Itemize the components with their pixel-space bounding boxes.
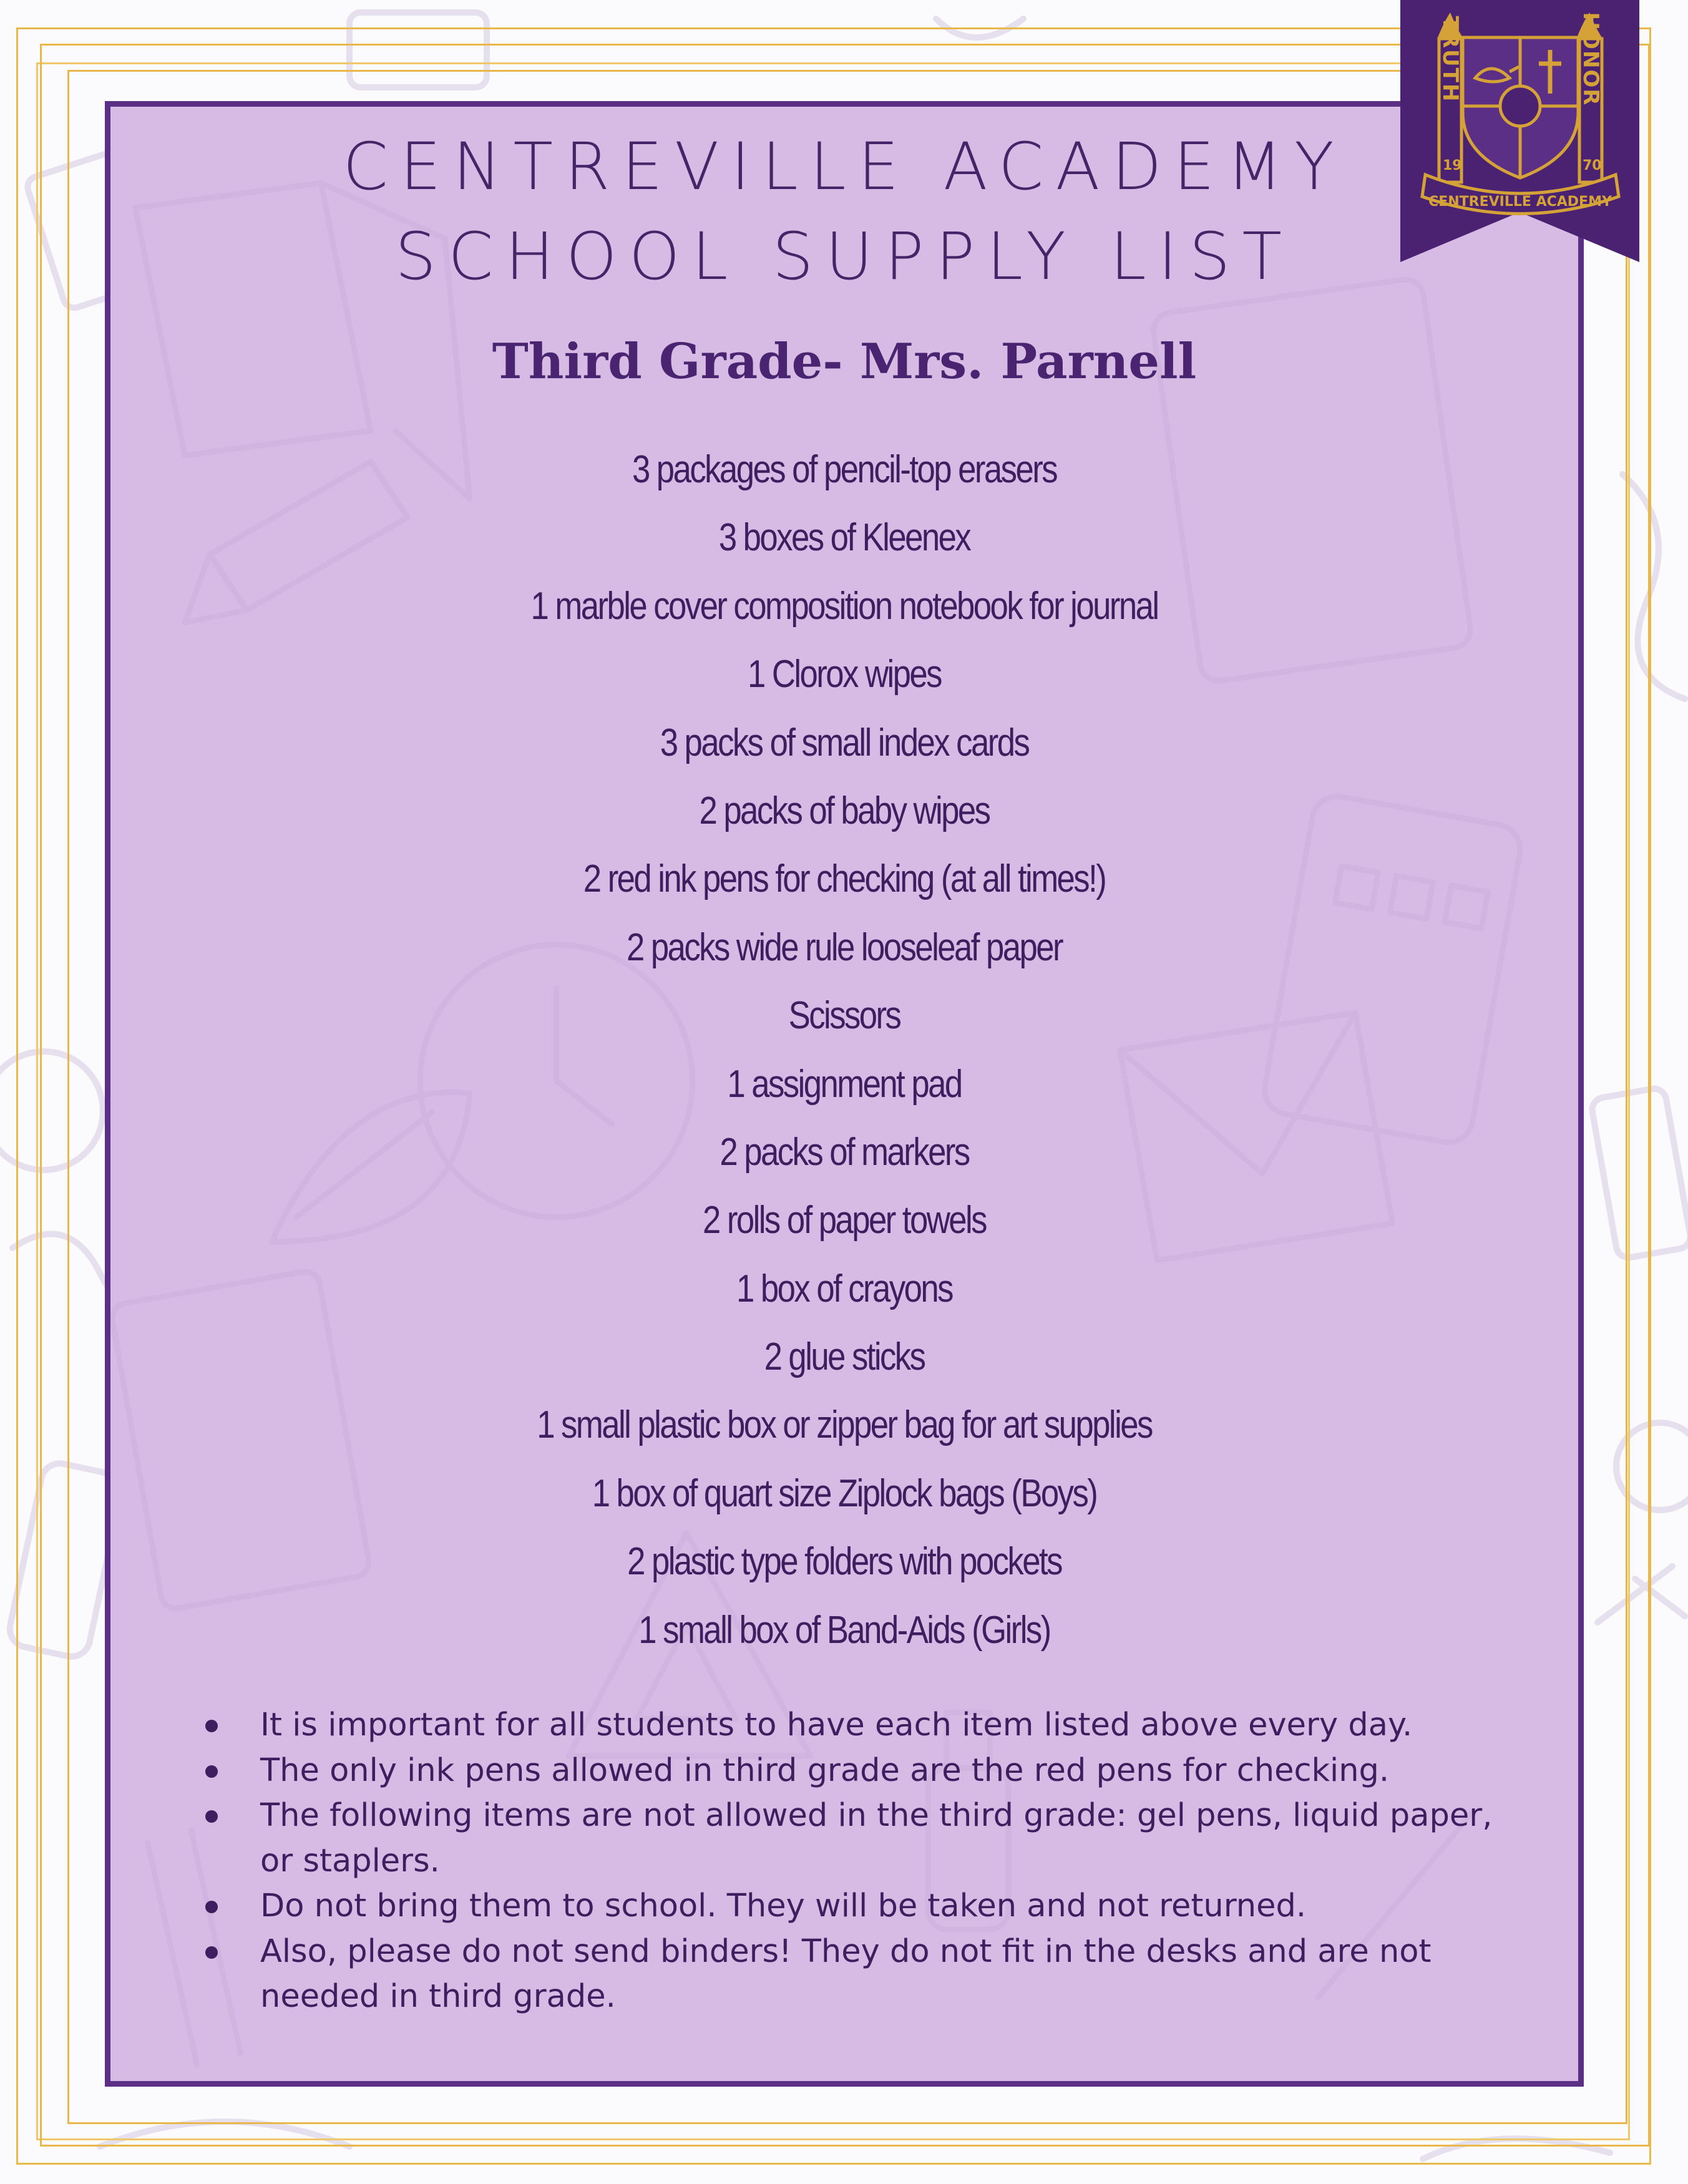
bullet-icon bbox=[205, 1720, 218, 1732]
supply-item: 1 small plastic box or zipper bag for art supplies bbox=[537, 1403, 1152, 1447]
supply-item: 3 packs of small index cards bbox=[660, 721, 1029, 764]
supply-item: 2 red ink pens for checking (at all times!) bbox=[583, 857, 1106, 901]
grade-teacher-subtitle: Third Grade- Mrs. Parnell bbox=[492, 333, 1197, 390]
supply-item: 1 small box of Band-Aids (Girls) bbox=[638, 1608, 1050, 1652]
note-text: Also, please do not send binders! They do not fit in the desks and are not needed in third grade. bbox=[260, 1933, 1432, 2015]
school-crest-ribbon bbox=[1400, 0, 1639, 262]
note-text: The following items are not allowed in the third grade: gel pens, liquid paper, or staplers. bbox=[260, 1797, 1493, 1879]
supply-item: 2 glue sticks bbox=[764, 1335, 925, 1379]
note-item bbox=[188, 1703, 1511, 1748]
crest-motto-left: TRUTH bbox=[1438, 16, 1463, 103]
note-text: Do not bring them to school. They will be taken and not returned. bbox=[260, 1888, 1307, 1924]
notes-list bbox=[188, 1703, 1511, 2020]
supply-list bbox=[110, 436, 1578, 1664]
crest-banner-text: CENTREVILLE ACADEMY bbox=[1428, 194, 1612, 210]
supply-item: 3 packages of pencil-top erasers bbox=[632, 448, 1057, 491]
supply-item: 3 boxes of Kleenex bbox=[718, 516, 970, 560]
supply-item: 2 packs wide rule looseleaf paper bbox=[626, 925, 1063, 969]
supply-item: 1 assignment pad bbox=[727, 1062, 962, 1106]
note-text: It is important for all students to have each item listed above every day. bbox=[260, 1707, 1413, 1743]
supply-item: 2 packs of baby wipes bbox=[699, 789, 990, 832]
supply-item: 2 packs of markers bbox=[720, 1130, 969, 1174]
note-item bbox=[188, 1748, 1511, 1794]
crest-year-right: 70 bbox=[1583, 158, 1602, 173]
page-title-line-2: SCHOOL SUPPLY LIST bbox=[395, 218, 1294, 295]
crest-year-left: 19 bbox=[1443, 158, 1462, 173]
supply-item: 1 box of crayons bbox=[736, 1267, 952, 1310]
supply-item: 1 Clorox wipes bbox=[748, 653, 941, 696]
supply-item: 1 marble cover composition notebook for journal bbox=[530, 584, 1158, 628]
crest-motto-right: HONOR bbox=[1578, 12, 1603, 107]
page-title-line-1: CENTREVILLE ACADEMY bbox=[343, 129, 1346, 205]
supply-item: 1 box of quart size Ziplock bags (Boys) bbox=[592, 1471, 1097, 1515]
supply-list-panel bbox=[105, 101, 1584, 2087]
note-item bbox=[188, 1793, 1511, 1884]
supply-item: Scissors bbox=[788, 994, 900, 1038]
note-item bbox=[188, 1884, 1511, 1929]
note-item bbox=[188, 1929, 1511, 2020]
bullet-icon bbox=[205, 1810, 218, 1823]
supply-item: 2 plastic type folders with pockets bbox=[627, 1540, 1061, 1584]
bullet-icon bbox=[205, 1765, 218, 1778]
bullet-icon bbox=[205, 1901, 218, 1913]
supply-item: 2 rolls of paper towels bbox=[703, 1199, 986, 1242]
bullet-icon bbox=[205, 1946, 218, 1959]
note-text: The only ink pens allowed in third grade are the red pens for checking. bbox=[260, 1752, 1390, 1789]
